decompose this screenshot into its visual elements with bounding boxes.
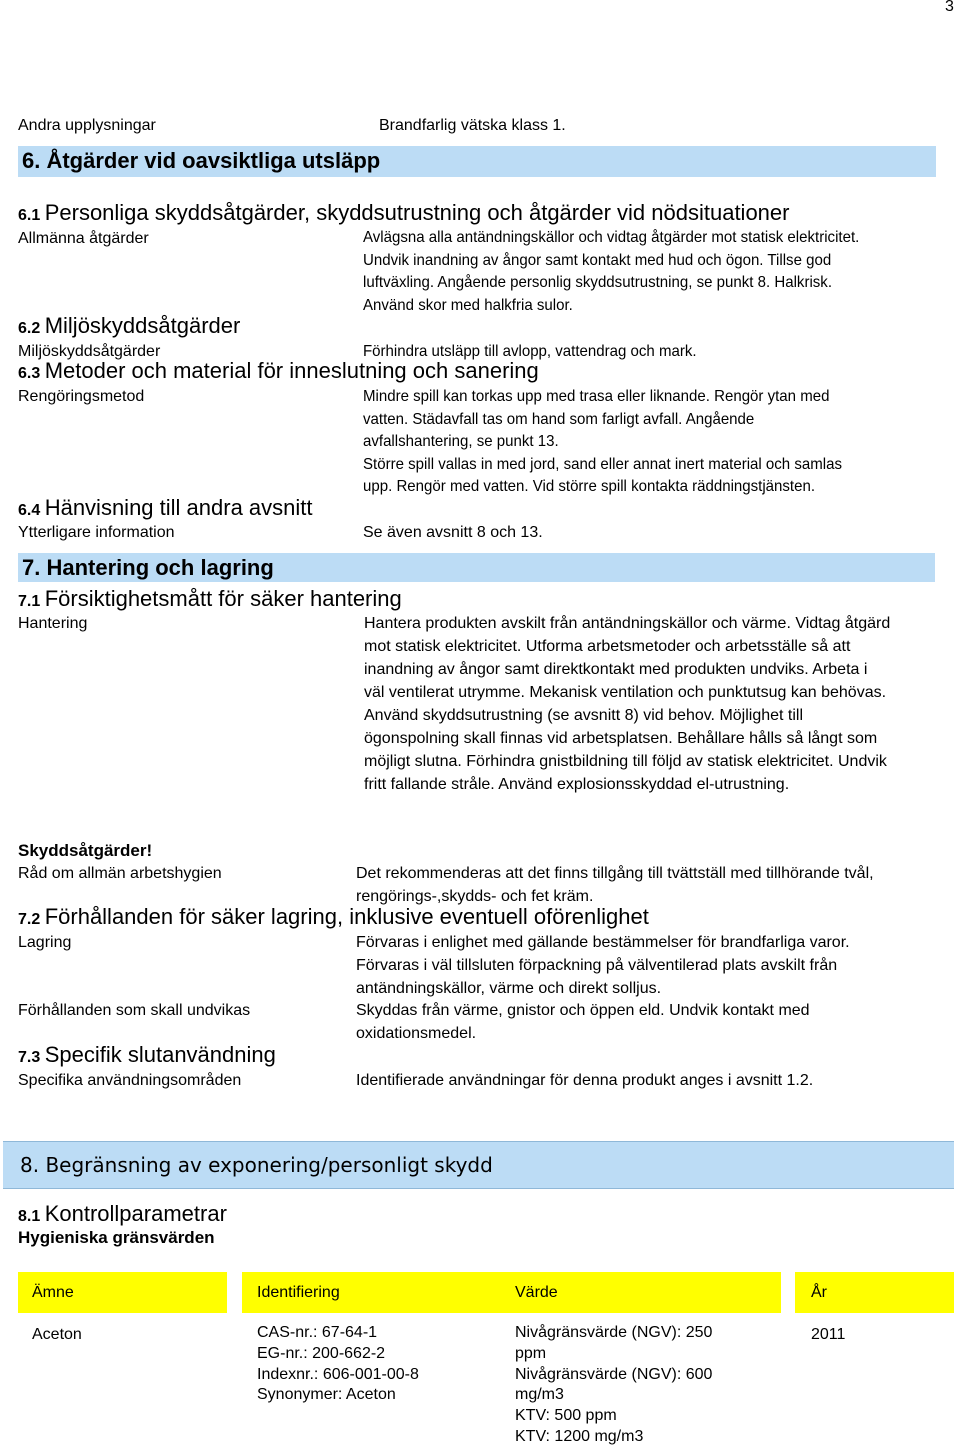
forhallanden-undvikas-text [356,999,810,1045]
text-line: Skyddas från värme, gnistor och öppen eld. Undvik kontakt med [356,1002,810,1019]
heading-6-1-number: 6.1 [18,207,41,224]
heading-8-1-number: 8.1 [18,1208,41,1225]
specifika-anvandningsomraden-value: Identifierade användningar för denna produkt anges i avsnitt 1.2. [356,1072,814,1089]
heading-8-1-title: Kontrollparametrar [44,1201,227,1226]
text-line: väl ventilerat utrymme. Mekanisk ventilation och punktutsug kan behövas. [364,684,887,701]
text-line: Använd skor med halkfria sulor. [363,296,573,314]
text-line: möjligt slutna. Förhindra gnistbildning till följd av statisk elektricitet. Undvik [364,753,887,770]
text-line: Nivågränsvärde (NGV): 250 [515,1324,713,1341]
cell-varde [515,1323,712,1448]
text-line: Undvik inandning av ångor samt kontakt med hud och ögon. Tillse god [363,251,832,269]
hantering-text [364,612,890,796]
specifika-anvandningsomraden-label: Specifika användningsområden [18,1072,242,1089]
column-header-varde: Värde [515,1284,558,1301]
forhallanden-undvikas-label: Förhållanden som skall undvikas [18,1002,251,1019]
text-line: Mindre spill kan torkas upp med trasa eller liknande. Rengör ytan med [363,388,830,405]
text-line: fritt fallande stråle. Använd explosionsskyddad el-utrustning. [364,776,790,793]
text-line: upp. Rengör med vatten. Vid större spill kontakta räddningstjänsten. [363,478,816,496]
text-line: CAS-nr.: 67-64-1 [257,1324,378,1341]
text-line: antändningskällor, värme och direkt solljus. [356,980,662,997]
text-line: Synonymer: Aceton [257,1386,396,1404]
hygieniska-gransvarden-title: Hygieniska gränsvärden [18,1228,215,1247]
heading-7-3 [18,1042,276,1068]
text-line: avfallshantering, se punkt 13. [363,433,559,451]
ytterligare-information-label: Ytterligare information [18,524,175,541]
text-line: Nivågränsvärde (NGV): 600 [515,1365,713,1383]
section-7-title: 7. Hantering och lagring [22,555,274,580]
rengoringsmetod-text [363,386,842,499]
text-line: inandning av ångor samt direktkontakt med produkten undviks. Arbeta i [364,661,868,678]
cell-ar: 2011 [811,1326,846,1343]
cell-amne: Aceton [32,1326,82,1343]
heading-7-2-title: Förhållanden för säker lagring, inklusive eventuell oförenlighet [44,904,649,929]
text-line: Det rekommenderas att det finns tillgång till tvättställ med tillhörande tvål, [356,865,874,882]
skyddsatgarder-title: Skyddsåtgärder! [18,841,153,860]
heading-8-1 [18,1201,227,1227]
heading-6-1-title: Personliga skyddsåtgärder, skyddsutrustning och åtgärder vid nödsituationer [44,200,790,225]
heading-6-3-title: Metoder och material för inneslutning och sanering [44,358,539,383]
hantering-label: Hantering [18,615,88,632]
column-header-ar: År [811,1284,827,1301]
heading-6-3-number: 6.3 [18,365,41,382]
heading-6-1 [18,200,789,226]
text-line: ögonspolning skall finnas vid arbetsplatsen. Behållare hålls så långt som [364,730,878,747]
text-line: vatten. Städavfall tas om hand som farligt avfall. Angående [363,410,755,428]
column-header-amne: Ämne [32,1284,74,1301]
heading-6-4-title: Hänvisning till andra avsnitt [44,495,313,520]
heading-6-2-title: Miljöskyddsåtgärder [44,313,241,338]
heading-6-4-number: 6.4 [18,502,41,519]
heading-7-1-title: Försiktighetsmått för säker hantering [44,586,402,611]
miljoskyddsatgarder-label: Miljöskyddsåtgärder [18,343,161,360]
text-line: KTV: 500 ppm [515,1407,617,1425]
rad-om-arbetshygien-label: Råd om allmän arbetshygien [18,865,222,882]
text-line: Förvaras i enlighet med gällande bestämmelser för brandfarliga varor. [356,934,850,951]
rengoringsmetod-label: Rengöringsmetod [18,388,145,405]
text-line: mg/m3 [515,1386,564,1404]
miljoskyddsatgarder-value: Förhindra utsläpp till avlopp, vattendrag och mark. [363,343,697,360]
heading-7-1 [18,586,402,612]
andra-upplysningar-value: Brandfarlig vätska klass 1. [379,117,566,134]
text-line: mot statisk elektricitet. Utforma arbetsmetoder och arbetsställe så att [364,638,851,655]
lagring-label: Lagring [18,934,72,951]
text-line: Större spill vallas in med jord, sand eller annat inert material och samlas [363,455,842,473]
text-line: EG-nr.: 200-662-2 [257,1344,386,1362]
heading-6-4 [18,495,313,521]
allmanna-atgarder-text [363,227,859,317]
allmanna-atgarder-label: Allmänna åtgärder [18,230,149,247]
column-header-identifiering: Identifiering [257,1284,340,1301]
text-line: Förvaras i väl tillsluten förpackning på välventilerad plats avskilt från [356,957,838,974]
heading-6-2 [18,313,240,339]
cell-identifiering [257,1323,419,1406]
heading-6-2-number: 6.2 [18,320,41,337]
heading-7-2-number: 7.2 [18,911,41,928]
ytterligare-information-value: Se även avsnitt 8 och 13. [363,524,543,541]
heading-6-3 [18,358,539,384]
lagring-text [356,931,850,1000]
section-8-title: 8. Begränsning av exponering/personligt skydd [20,1153,493,1177]
text-line: Avlägsna alla antändningskällor och vidtag åtgärder mot statisk elektricitet. [363,229,860,246]
text-line: KTV: 1200 mg/m3 [515,1427,644,1445]
text-line: ppm [515,1344,547,1362]
text-line: Hantera produkten avskilt från antändningskällor och värme. Vidtag åtgärd [364,615,891,632]
section-6-title: 6. Åtgärder vid oavsiktliga utsläpp [22,148,381,173]
heading-7-3-number: 7.3 [18,1049,41,1066]
text-line: rengörings-,skydds- och fet kräm. [356,888,594,905]
text-line: oxidationsmedel. [356,1025,477,1042]
text-line: Indexnr.: 606-001-00-8 [257,1365,419,1383]
heading-7-3-title: Specifik slutanvändning [44,1042,276,1067]
text-line: Använd skyddsutrustning (se avsnitt 8) vid behov. Möjlighet till [364,707,804,724]
heading-7-1-number: 7.1 [18,593,41,610]
andra-upplysningar-label: Andra upplysningar [18,117,156,134]
text-line: luftväxling. Angående personlig skyddsutrustning, se punkt 8. Halkrisk. [363,274,833,292]
page-number: 3 [945,0,954,15]
heading-7-2 [18,904,649,930]
rad-om-arbetshygien-text [356,862,874,908]
